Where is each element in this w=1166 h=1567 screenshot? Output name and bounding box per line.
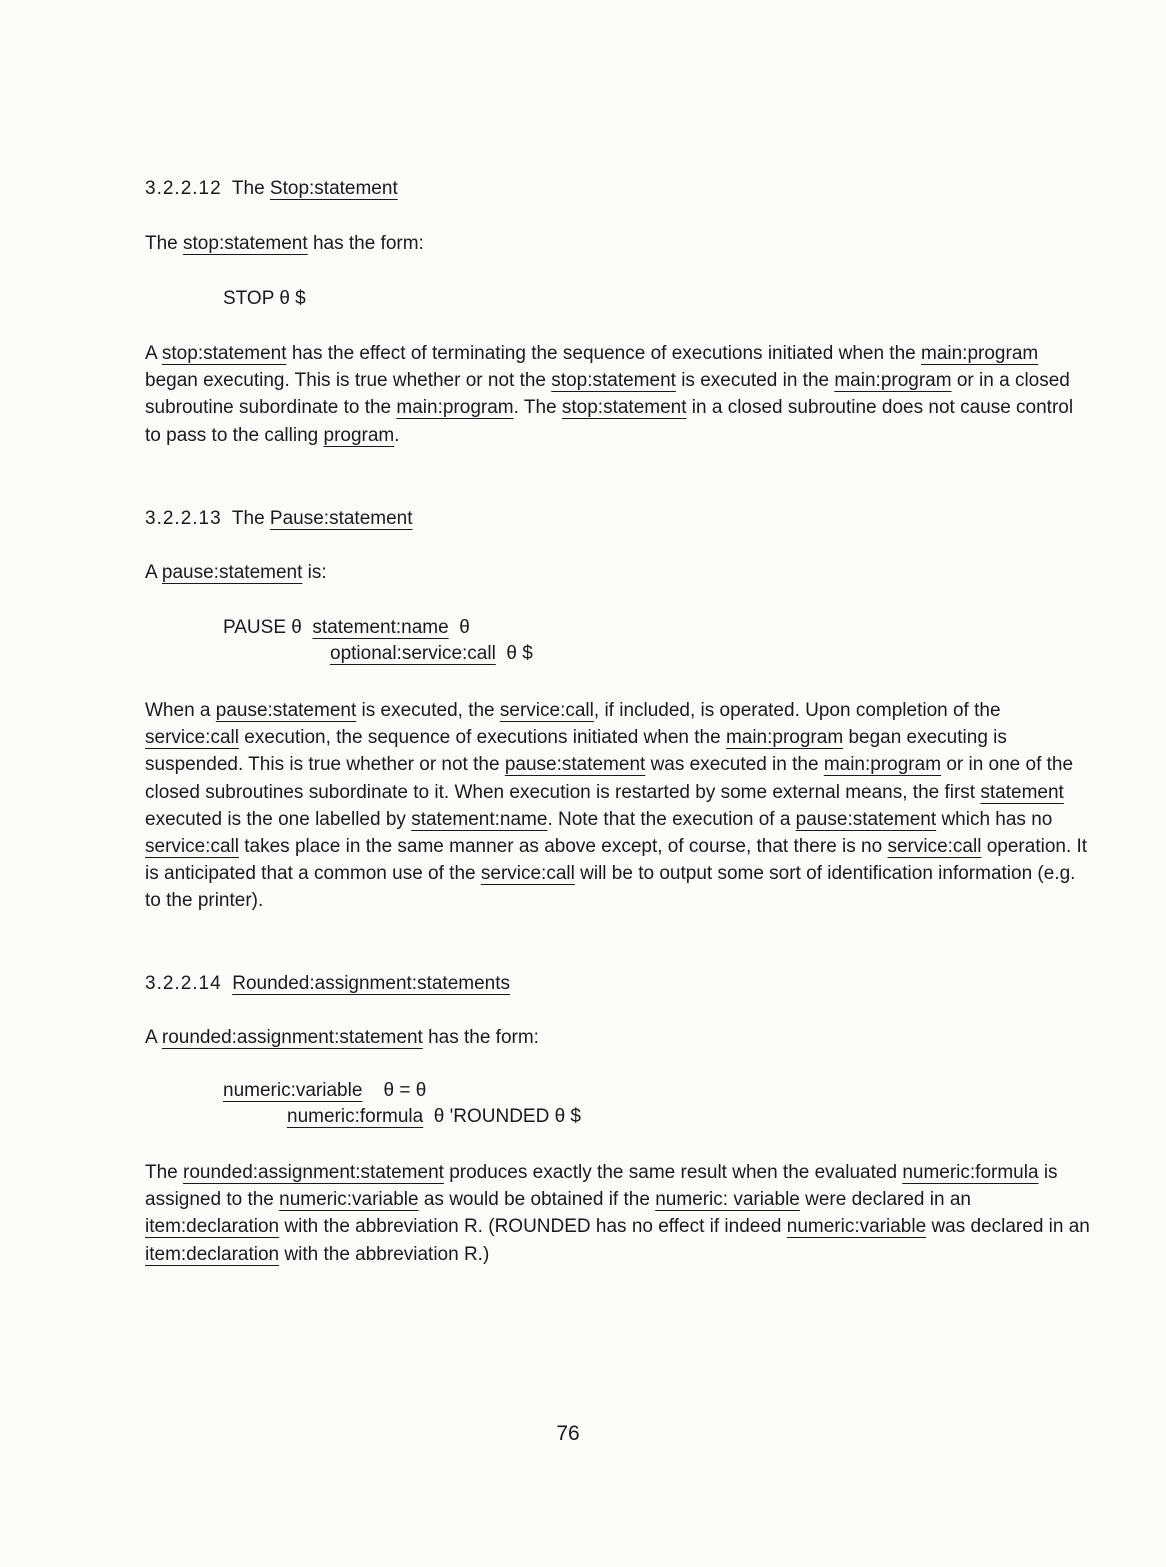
pause-description: When a pause:statement is executed, the service:call, if included, is operated. Upon completion of the service:call execution, the sequence of executions initiated when the main:program began executing is suspended. This is true whether or not the pause:statement was executed in the main:program or in one of the closed subroutines subordinate to it. When execution is restarted by some external means, the first statement executed is the one labelled by statement:name. Note that the execution of a pause:statement which has no service:call takes place in the same manner as above except, of course, that there is no service:call operation. It is anticipated that a common use of the service:call will be to output some sort of identification information (e.g. to the printer). xyxy=(145,700,1088,912)
page-number: 76 xyxy=(556,1422,580,1445)
pause-code-line-2: optional:service:call θ $ xyxy=(330,643,533,664)
rounded-intro: A rounded:assignment:statement has the form: xyxy=(145,1027,539,1048)
stop-description: A stop:statement has the effect of terminating the sequence of executions initiated when the main:program began executing. This is true whether or not the stop:statement is executed in the main:program or in a closed subroutine subordinate to the main:program. The stop:statement in a closed subroutine does not cause control to pass to the calling program. xyxy=(145,343,1074,446)
rounded-code-line-2: numeric:formula θ 'ROUNDED θ $ xyxy=(287,1106,582,1127)
stop-code: STOP θ $ xyxy=(223,288,306,309)
section-heading-rounded: 3.2.2.14 Rounded:assignment:statements xyxy=(145,973,511,994)
rounded-description: The rounded:assignment:statement produces exactly the same result when the evaluated numeric:formula is assigned to the numeric:variable as would be obtained if the numeric: variable were declared in an item:declaration with the abbreviation R. (ROUNDED has no effect if indeed numeric:variable was declared in an item:declaration with the abbreviation R.) xyxy=(145,1162,1090,1265)
pause-code-line-1: PAUSE θ statement:name θ xyxy=(223,617,470,638)
rounded-code-line-1: numeric:variable θ = θ xyxy=(223,1080,427,1101)
section-heading-stop: 3.2.2.12 The Stop:statement xyxy=(145,178,398,199)
pause-intro: A pause:statement is: xyxy=(145,562,327,583)
section-heading-pause: 3.2.2.13 The Pause:statement xyxy=(145,508,413,529)
stop-intro: The stop:statement has the form: xyxy=(145,233,424,254)
